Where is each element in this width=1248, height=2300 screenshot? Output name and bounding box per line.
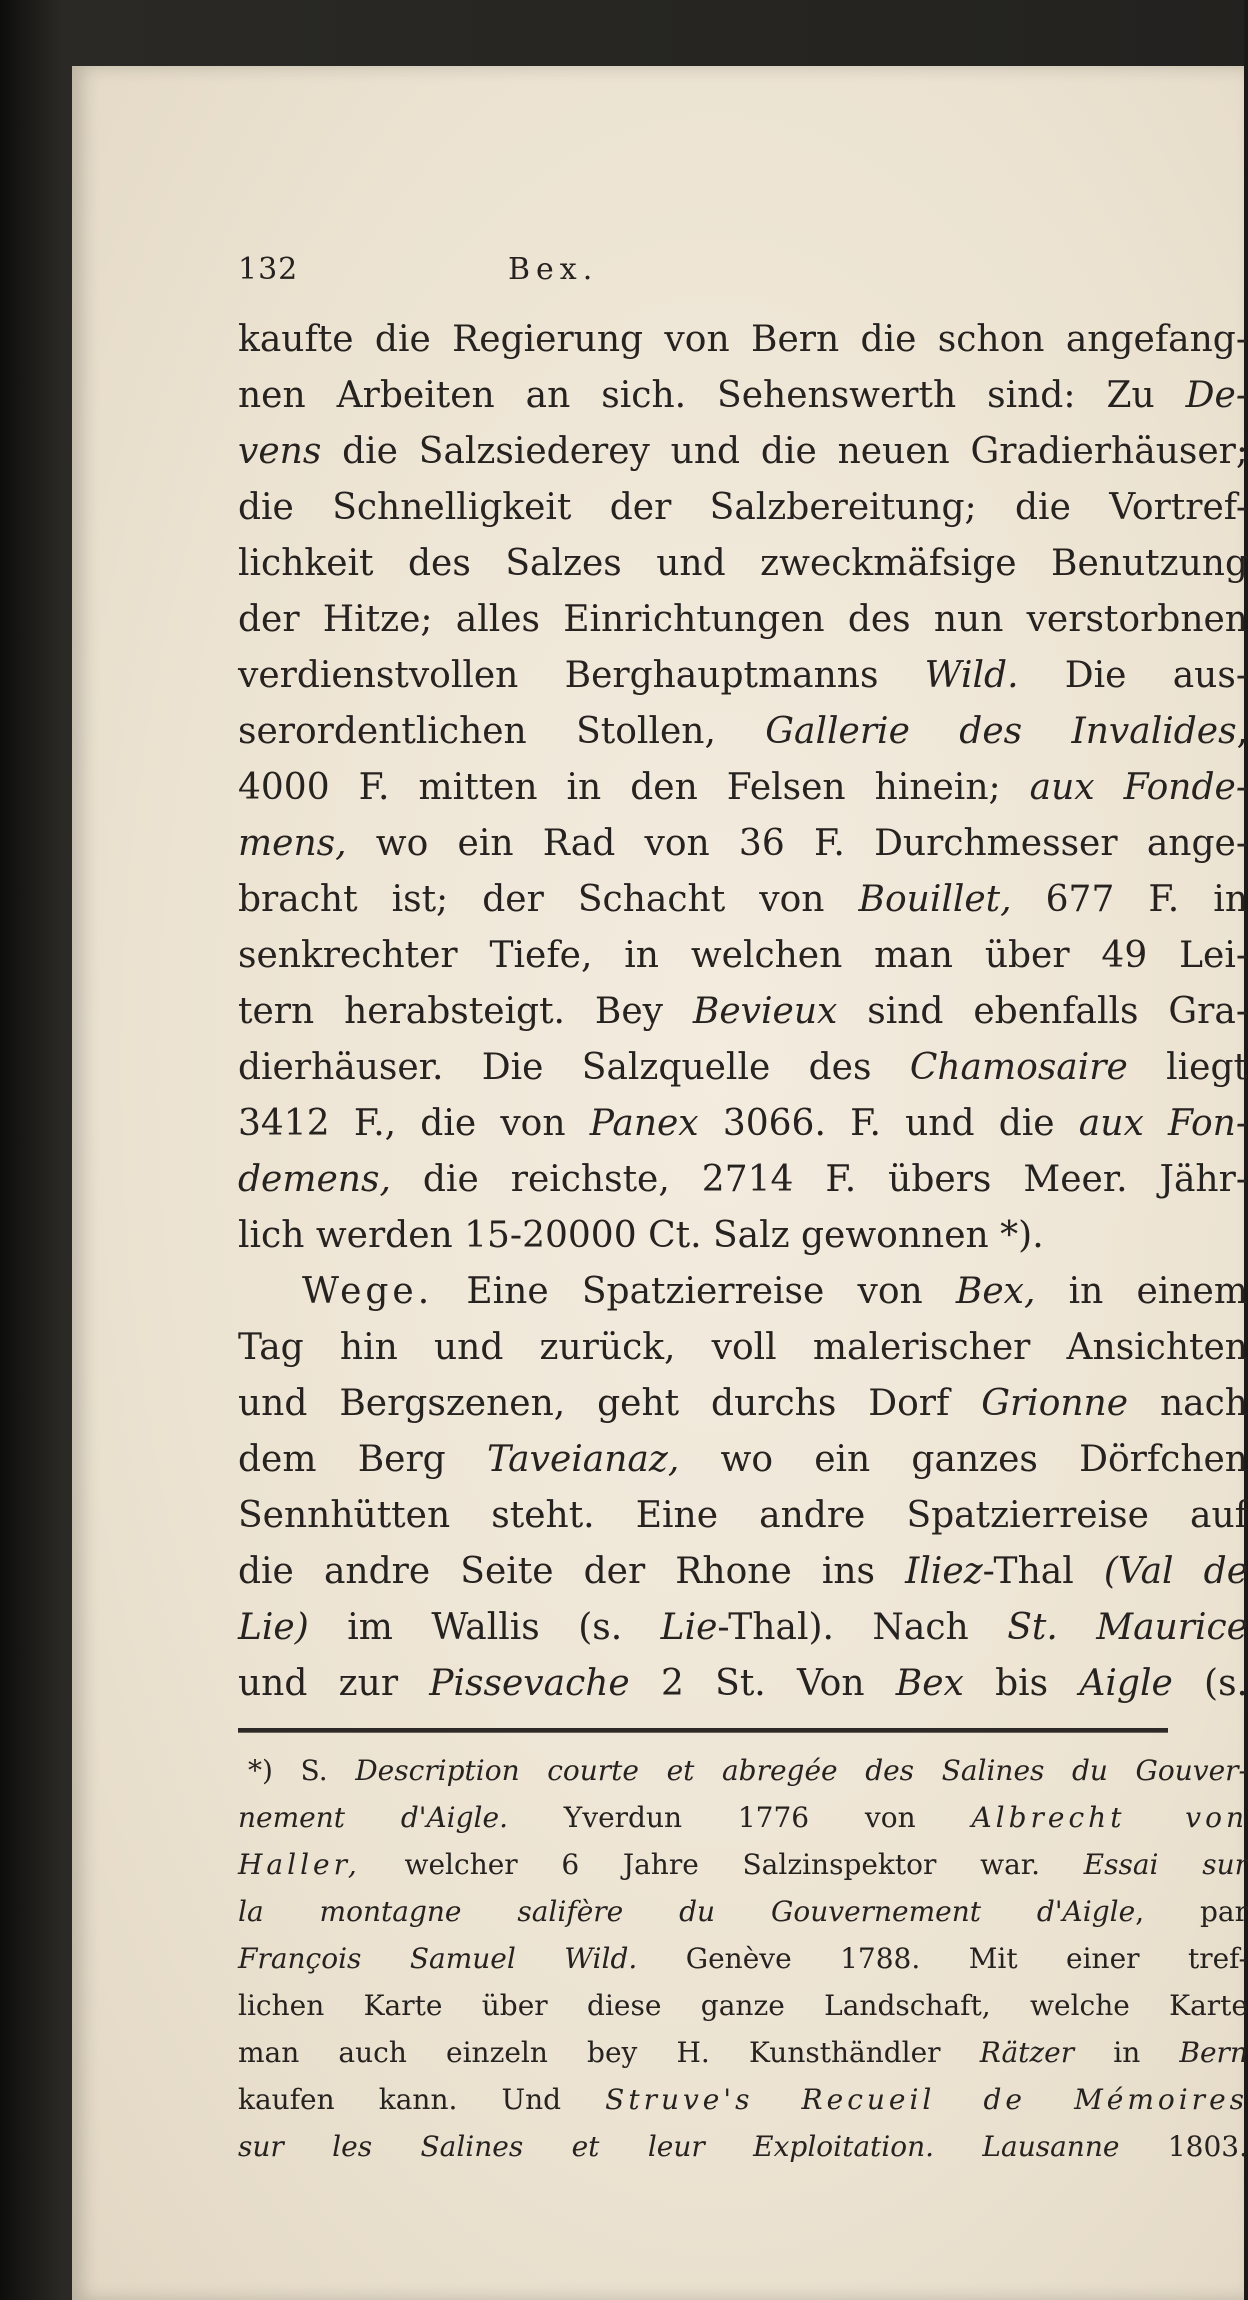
body-line: lichkeit des Salzes und zweckmäfsige Benutzung <box>238 543 1248 584</box>
body-line: vens die Salzsiederey und die neuen Gradierhäuser; <box>238 431 1248 472</box>
footnote-line: *) S. Description courte et abregée des Salines du Gouver- <box>248 1754 1248 1787</box>
body-line: tern herabsteigt. Bey Bevieux sind ebenfalls Gra- <box>238 991 1248 1032</box>
body-line: die andre Seite der Rhone ins Iliez-Thal (Val de <box>238 1551 1248 1592</box>
footnote-line: Haller, welcher 6 Jahre Salzinspektor war. Essai sur <box>238 1848 1248 1881</box>
page-number: 132 <box>238 252 299 287</box>
footnote-line: la montagne salifère du Gouvernement d'Aigle, par <box>238 1895 1248 1928</box>
footnote-line: François Samuel Wild. Genève 1788. Mit einer tref- <box>238 1942 1248 1975</box>
body-line: der Hitze; alles Einrichtungen des nun verstorbnen <box>238 599 1248 640</box>
body-line: mens, wo ein Rad von 36 F. Durchmesser ange- <box>238 823 1248 864</box>
body-line: und zur Pissevache 2 St. Von Bex bis Aigle (s. <box>238 1663 1248 1704</box>
footnote-line: kaufen kann. Und Struve's Recueil de Mémoires <box>238 2083 1248 2116</box>
body-line: serordentlichen Stollen, Gallerie des Invalides, <box>238 711 1248 752</box>
footnote <box>238 1747 1248 2170</box>
body-line: 3412 F., die von Panex 3066. F. und die aux Fon- <box>238 1103 1248 1144</box>
body-line: demens, die reichste, 2714 F. übers Meer. Jähr- <box>238 1159 1248 1200</box>
footnote-line: lichen Karte über diese ganze Landschaft, welche Karte <box>238 1989 1248 2022</box>
footnote-line: sur les Salines et leur Exploitation. Lausanne 1803. <box>238 2130 1248 2163</box>
body-line: Sennhütten steht. Eine andre Spatzierreise auf <box>238 1495 1248 1536</box>
footnote-line: nement d'Aigle. Yverdun 1776 von Albrecht von <box>238 1801 1248 1834</box>
body-text <box>238 312 1248 1712</box>
body-line: lich werden 15-20000 Ct. Salz gewonnen *). <box>238 1215 1044 1256</box>
body-line: 4000 F. mitten in den Felsen hinein; aux Fonde- <box>238 767 1248 808</box>
body-line: Wege. Eine Spatzierreise von Bex, in einem <box>302 1271 1248 1312</box>
paper-page <box>72 66 1248 2300</box>
text-block <box>238 252 1248 2170</box>
body-line: senkrechter Tiefe, in welchen man über 49 Lei- <box>238 935 1248 976</box>
body-line: und Bergszenen, geht durchs Dorf Grionne nach <box>238 1383 1248 1424</box>
body-line: kaufte die Regierung von Bern die schon angefang- <box>238 319 1248 360</box>
body-line: nen Arbeiten an sich. Sehenswerth sind: Zu De- <box>238 375 1248 416</box>
body-line: verdienstvollen Berghauptmanns Wild. Die aus- <box>238 655 1248 696</box>
footnote-line: man auch einzeln bey H. Kunsthändler Rätzer in Bern <box>238 2036 1248 2069</box>
body-line: Lie) im Wallis (s. Lie-Thal). Nach St. Maurice <box>238 1607 1248 1648</box>
running-head: Bex. <box>508 252 599 287</box>
body-line: bracht ist; der Schacht von Bouillet, 677 F. in <box>238 879 1248 920</box>
footnote-rule <box>238 1728 1168 1733</box>
body-line: dierhäuser. Die Salzquelle des Chamosaire liegt <box>238 1047 1248 1088</box>
body-line: Tag hin und zurück, voll malerischer Ansichten <box>238 1327 1248 1368</box>
page-header <box>238 252 1248 312</box>
body-line: dem Berg Taveianaz, wo ein ganzes Dörfchen <box>238 1439 1248 1480</box>
body-line: die Schnelligkeit der Salzbereitung; die Vortref- <box>238 487 1248 528</box>
